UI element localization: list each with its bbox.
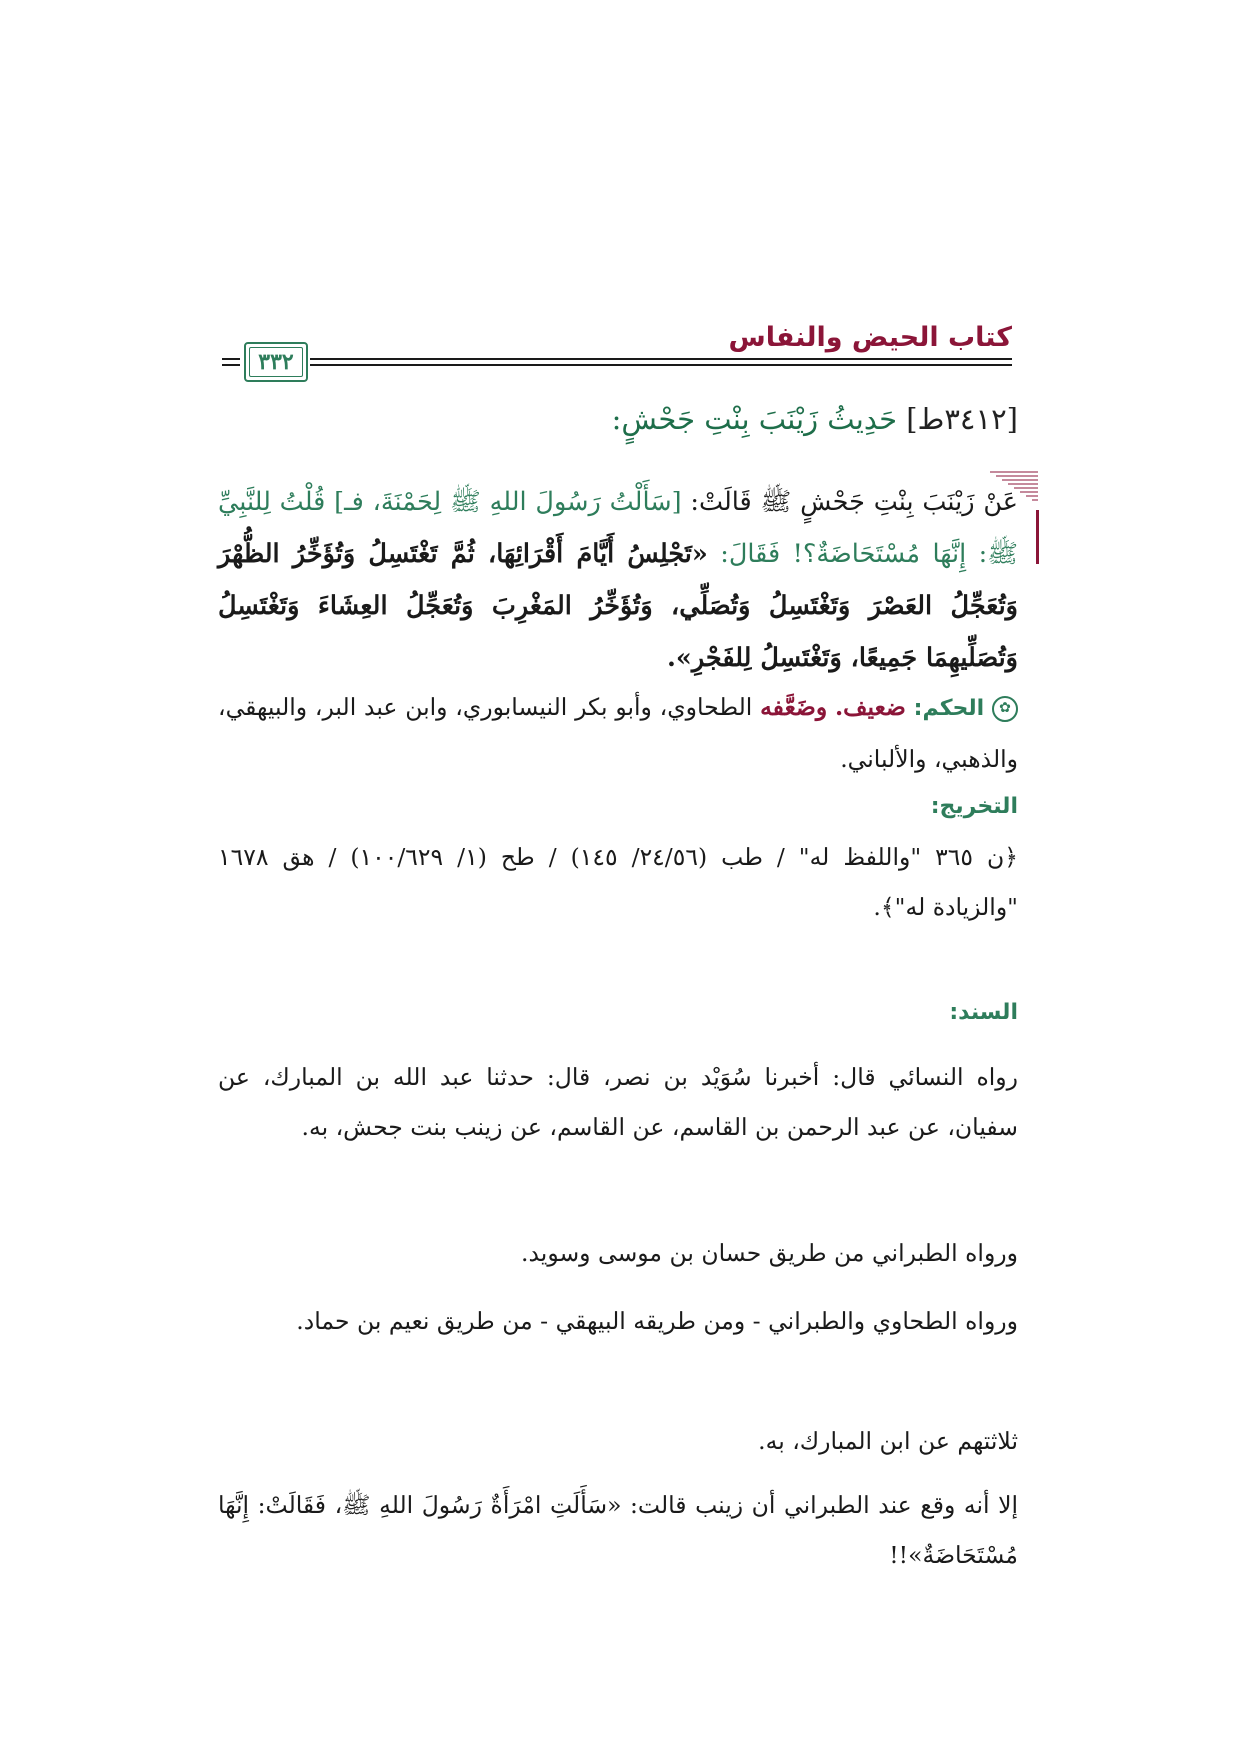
sanad-paragraph-2 [218,1228,1018,1278]
sanad-paragraph-1 [218,1052,1018,1152]
takhrij-label-line [218,780,1018,832]
sanad-label: السند: [949,1000,1018,1025]
hadith-text [218,476,1018,684]
page-number: ٣٣٢ [258,349,294,375]
sanad-paragraph-4 [218,1416,1018,1466]
sanad-paragraph-3 [218,1296,1018,1346]
sanad-label-line [218,986,1018,1038]
sanad-text-2: ورواه الطبراني من طريق حسان بن موسى وسويد. [520,1239,1018,1267]
sanad-text-5: إلا أنه وقع عند الطبراني أن زينب قالت: «سَأَلَتِ امْرَأَةٌ رَسُولَ اللهِ ﷺ، فَقَالَتْ: إِنَّهَا مُسْتَحَاضَةٌ»!! [218,1491,1018,1569]
takhrij-paragraph [218,832,1018,932]
sanad-paragraph-5 [218,1480,1018,1580]
ruling-label: الحكم: [913,696,985,721]
header-rule-right [310,358,1012,360]
takhrij-text: ﴿ن ٣٦٥ "واللفظ له" / طب (٢٤/٥٦/ ١٤٥) / طح (١/ ١٠٠/٦٢٩) / هق ١٦٧٨ "والزيادة له"﴾. [218,843,1019,921]
sanad-text-3: ورواه الطحاوي والطبراني - ومن طريقه البيهقي - من طريق نعيم بن حماد. [296,1307,1018,1335]
hadith-title: حَدِيثُ زَيْنَبَ بِنْتِ جَحْشٍ: [611,402,897,436]
book-title: كتاب الحيض والنفاس [728,322,1012,353]
sanad-text-4: ثلاثتهم عن ابن المبارك، به. [758,1427,1018,1455]
matn-side-rule [1036,510,1039,564]
ruling-verdict: ضعيف. [835,693,906,721]
page-header [222,322,1012,382]
header-rule-left [222,358,240,360]
matn-quote: «تَجْلِسُ أَيَّامَ أَقْرَائِهَا، ثُمَّ تَغْتَسِلُ وَتُؤَخِّرُ الظُّهْرَ وَتُعَجِّلُ العَصْرَ وَتَغْتَسِلُ وَتُصَلِّي، وَتُؤَخِّرُ المَغْرِبَ وَتُعَجِّلُ العِشَاءَ وَتَغْتَسِلُ وَتُصَلِّيهِمَا جَمِيعًا، وَتَغْتَسِلُ لِلفَجْرِ». [218,539,1018,673]
header-rule-left-2 [222,364,240,366]
takhrij-label: التخريج: [930,794,1018,819]
hadith-heading [612,402,1018,436]
hadith-number: [٣٤١٢ط] [906,402,1018,436]
weakened-by-label: وضَعَّفه [760,693,828,721]
matn-bracket-part: [سَأَلْتُ رَسُولَ اللهِ ﷺ لِحَمْنَةَ، فـ] قُلْتُ لِلنَّبِيِّ ﷺ: إِنَّهَا مُسْتَحَاضَةٌ؟! فَقَالَ: [218,487,1018,569]
flower-ornament-icon: ✿ [992,696,1018,722]
matn-intro: عَنْ زَيْنَبَ بِنْتِ جَحْشٍ ﷺ قَالَتْ: [681,487,1018,517]
page-number-frame-icon [244,342,308,382]
sanad-text-1: رواه النسائي قال: أخبرنا سُوَيْد بن نصر، قال: حدثنا عبد الله بن المبارك، عن سفيان، عن عبد الرحمن بن القاسم، عن القاسم، عن زينب بنت جحش، به. [218,1063,1018,1141]
header-rule-right-2 [310,364,1012,366]
ruling-paragraph [218,682,1018,784]
weakened-by-text: الطحاوي، وأبو بكر النيسابوري، وابن عبد البر، والبيهقي، والذهبي، والألباني. [218,693,1018,773]
